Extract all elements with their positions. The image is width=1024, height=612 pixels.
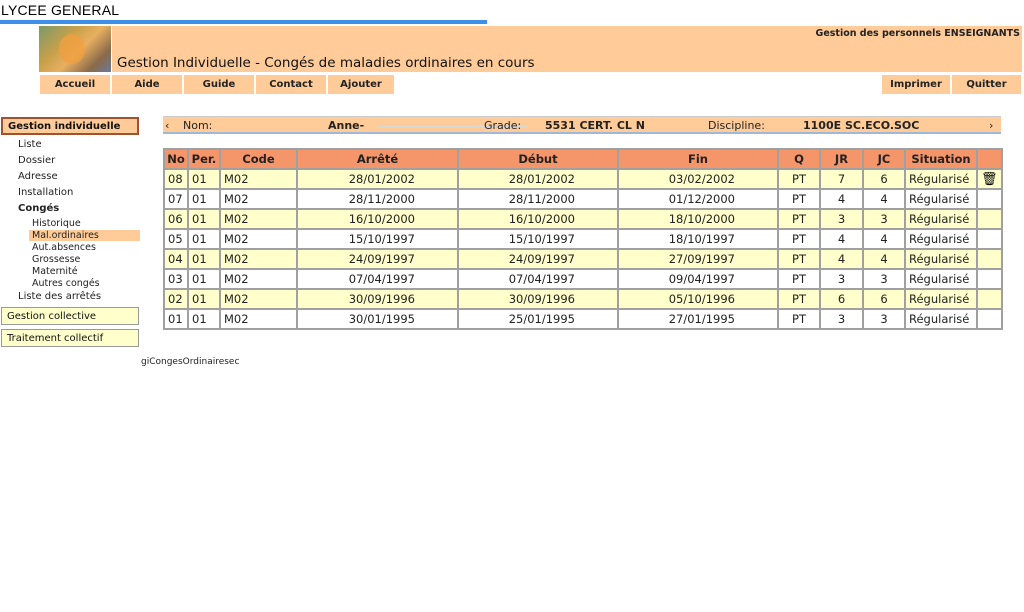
cell-situation: Régularisé xyxy=(905,309,977,329)
cell-debut: 24/09/1997 xyxy=(458,249,618,269)
cell-fin: 01/12/2000 xyxy=(618,189,778,209)
cell-debut: 07/04/1997 xyxy=(458,269,618,289)
cell-arrete: 24/09/1997 xyxy=(297,249,458,269)
cell-no: 06 xyxy=(164,209,188,229)
cell-situation: Régularisé xyxy=(905,169,977,189)
page-title: Gestion Individuelle - Congés de maladies ordinaires en cours xyxy=(117,55,535,71)
cell-no: 01 xyxy=(164,309,188,329)
cell-situation: Régularisé xyxy=(905,229,977,249)
school-title: LYCEE GENERAL xyxy=(1,2,120,18)
cell-jc: 3 xyxy=(863,309,905,329)
cell-debut: 16/10/2000 xyxy=(458,209,618,229)
cell-debut: 30/09/1996 xyxy=(458,289,618,309)
trash-icon[interactable]: 🗑 xyxy=(981,171,998,187)
cell-debut: 28/11/2000 xyxy=(458,189,618,209)
cell-situation: Régularisé xyxy=(905,209,977,229)
cell-situation: Régularisé xyxy=(905,289,977,309)
row-action-cell xyxy=(977,229,1002,249)
cell-q: PT xyxy=(778,189,820,209)
conges-table xyxy=(163,148,1003,330)
table-row[interactable] xyxy=(164,309,1002,329)
nom-value: Anne- xyxy=(328,119,365,132)
cell-per: 01 xyxy=(188,249,220,269)
table-row[interactable] xyxy=(164,229,1002,249)
guide-button[interactable]: Guide xyxy=(183,74,255,95)
cell-code: M02 xyxy=(220,269,297,289)
contact-button[interactable]: Contact xyxy=(255,74,327,95)
cell-situation: Régularisé xyxy=(905,269,977,289)
cell-no: 08 xyxy=(164,169,188,189)
sidebar-sub-maternite[interactable]: Maternité xyxy=(32,266,78,277)
cell-situation: Régularisé xyxy=(905,189,977,209)
cell-jr: 6 xyxy=(820,289,863,309)
sidebar-sub-grossesse[interactable]: Grossesse xyxy=(32,254,81,265)
cell-fin: 27/09/1997 xyxy=(618,249,778,269)
cell-arrete: 28/11/2000 xyxy=(297,189,458,209)
cell-jc: 6 xyxy=(863,169,905,189)
table-row[interactable] xyxy=(164,249,1002,269)
cell-no: 07 xyxy=(164,189,188,209)
cell-arrete: 07/04/1997 xyxy=(297,269,458,289)
cell-arrete: 15/10/1997 xyxy=(297,229,458,249)
accueil-button[interactable]: Accueil xyxy=(39,74,111,95)
cell-per: 01 xyxy=(188,189,220,209)
cell-debut: 15/10/1997 xyxy=(458,229,618,249)
sidebar-item-liste-arretes[interactable]: Liste des arrêtés xyxy=(18,291,102,302)
col-header-jc: JC xyxy=(863,149,905,169)
cell-jc: 4 xyxy=(863,249,905,269)
cell-fin: 18/10/1997 xyxy=(618,229,778,249)
cell-fin: 03/02/2002 xyxy=(618,169,778,189)
cell-code: M02 xyxy=(220,189,297,209)
cell-fin: 09/04/1997 xyxy=(618,269,778,289)
cell-jr: 4 xyxy=(820,229,863,249)
cell-arrete: 30/09/1996 xyxy=(297,289,458,309)
cell-arrete: 30/01/1995 xyxy=(297,309,458,329)
ajouter-button[interactable]: Ajouter xyxy=(327,74,395,95)
top-rule xyxy=(0,20,487,24)
cell-code: M02 xyxy=(220,289,297,309)
cell-no: 05 xyxy=(164,229,188,249)
cell-jr: 3 xyxy=(820,209,863,229)
sidebar-item-conges[interactable]: Congés xyxy=(18,203,60,214)
cell-q: PT xyxy=(778,169,820,189)
col-header-code: Code xyxy=(220,149,297,169)
row-action-cell xyxy=(977,249,1002,269)
table-row[interactable] xyxy=(164,169,1002,189)
col-header-jr: JR xyxy=(820,149,863,169)
sidebar-sub-historique[interactable]: Historique xyxy=(32,218,81,229)
cell-arrete: 28/01/2002 xyxy=(297,169,458,189)
cell-per: 01 xyxy=(188,209,220,229)
cell-q: PT xyxy=(778,229,820,249)
prev-arrow-icon[interactable]: ‹ xyxy=(165,119,170,132)
cell-no: 02 xyxy=(164,289,188,309)
cell-code: M02 xyxy=(220,229,297,249)
col-header-action xyxy=(977,149,1002,169)
cell-situation: Régularisé xyxy=(905,249,977,269)
cell-fin: 27/01/1995 xyxy=(618,309,778,329)
imprimer-button[interactable]: Imprimer xyxy=(881,74,951,95)
col-header-arrete: Arrêté xyxy=(297,149,458,169)
row-action-cell xyxy=(977,309,1002,329)
cell-fin: 18/10/2000 xyxy=(618,209,778,229)
sidebar-traitement-collectif[interactable]: Traitement collectif xyxy=(1,329,139,347)
col-header-no: No xyxy=(164,149,188,169)
row-action-cell xyxy=(977,169,1002,189)
cell-jr: 3 xyxy=(820,269,863,289)
section-label: Gestion des personnels ENSEIGNANTS xyxy=(815,28,1020,39)
cell-code: M02 xyxy=(220,249,297,269)
cell-debut: 25/01/1995 xyxy=(458,309,618,329)
cell-fin: 05/10/1996 xyxy=(618,289,778,309)
discipline-value: 1100E SC.ECO.SOC xyxy=(803,119,920,132)
row-action-cell xyxy=(977,269,1002,289)
cell-no: 04 xyxy=(164,249,188,269)
cell-arrete: 16/10/2000 xyxy=(297,209,458,229)
col-header-debut: Début xyxy=(458,149,618,169)
cell-jc: 3 xyxy=(863,209,905,229)
sidebar-item-adresse[interactable]: Adresse xyxy=(18,171,58,182)
cell-code: M02 xyxy=(220,309,297,329)
sidebar-sub-aut-absences[interactable]: Aut.absences xyxy=(32,242,96,253)
cell-q: PT xyxy=(778,269,820,289)
cell-jc: 4 xyxy=(863,189,905,209)
cell-per: 01 xyxy=(188,169,220,189)
cell-per: 01 xyxy=(188,289,220,309)
next-arrow-icon[interactable]: › xyxy=(989,119,994,132)
discipline-label: Discipline: xyxy=(708,119,765,132)
sidebar-gestion-individuelle[interactable]: Gestion individuelle xyxy=(1,117,139,135)
cell-jr: 4 xyxy=(820,249,863,269)
sidebar-item-liste[interactable]: Liste xyxy=(18,139,42,150)
table-row[interactable] xyxy=(164,289,1002,309)
cell-per: 01 xyxy=(188,309,220,329)
page-code: giCongesOrdinairesec xyxy=(141,357,240,367)
sidebar-item-installation[interactable]: Installation xyxy=(18,187,74,198)
table-header-row xyxy=(164,149,1002,169)
cell-code: M02 xyxy=(220,169,297,189)
cell-jc: 3 xyxy=(863,269,905,289)
sidebar-sub-mal-ordinaires[interactable]: Mal.ordinaires xyxy=(29,230,140,241)
sidebar-item-dossier[interactable]: Dossier xyxy=(18,155,56,166)
cell-code: M02 xyxy=(220,209,297,229)
aide-button[interactable]: Aide xyxy=(111,74,183,95)
cell-per: 01 xyxy=(188,269,220,289)
cell-debut: 28/01/2002 xyxy=(458,169,618,189)
nom-label: Nom: xyxy=(183,119,213,132)
table-row[interactable] xyxy=(164,269,1002,289)
sidebar-gestion-collective[interactable]: Gestion collective xyxy=(1,307,139,325)
grade-value: 5531 CERT. CL N xyxy=(545,119,645,132)
row-action-cell xyxy=(977,209,1002,229)
cell-jr: 7 xyxy=(820,169,863,189)
cell-q: PT xyxy=(778,289,820,309)
cell-jr: 3 xyxy=(820,309,863,329)
cell-q: PT xyxy=(778,249,820,269)
header-banner xyxy=(112,26,1022,72)
cell-q: PT xyxy=(778,309,820,329)
col-header-fin: Fin xyxy=(618,149,778,169)
cell-no: 03 xyxy=(164,269,188,289)
employee-infobar xyxy=(163,116,1001,134)
row-action-cell xyxy=(977,189,1002,209)
cell-jc: 4 xyxy=(863,229,905,249)
grade-label: Grade: xyxy=(484,119,522,132)
logo-image xyxy=(39,26,111,72)
cell-q: PT xyxy=(778,209,820,229)
col-header-situation: Situation xyxy=(905,149,977,169)
quitter-button[interactable]: Quitter xyxy=(951,74,1022,95)
col-header-per: Per. xyxy=(188,149,220,169)
table-row[interactable] xyxy=(164,189,1002,209)
cell-per: 01 xyxy=(188,229,220,249)
col-header-q: Q xyxy=(778,149,820,169)
cell-jc: 6 xyxy=(863,289,905,309)
sidebar-sub-autres-conges[interactable]: Autres congés xyxy=(32,278,100,289)
cell-jr: 4 xyxy=(820,189,863,209)
row-action-cell xyxy=(977,289,1002,309)
table-row[interactable] xyxy=(164,209,1002,229)
